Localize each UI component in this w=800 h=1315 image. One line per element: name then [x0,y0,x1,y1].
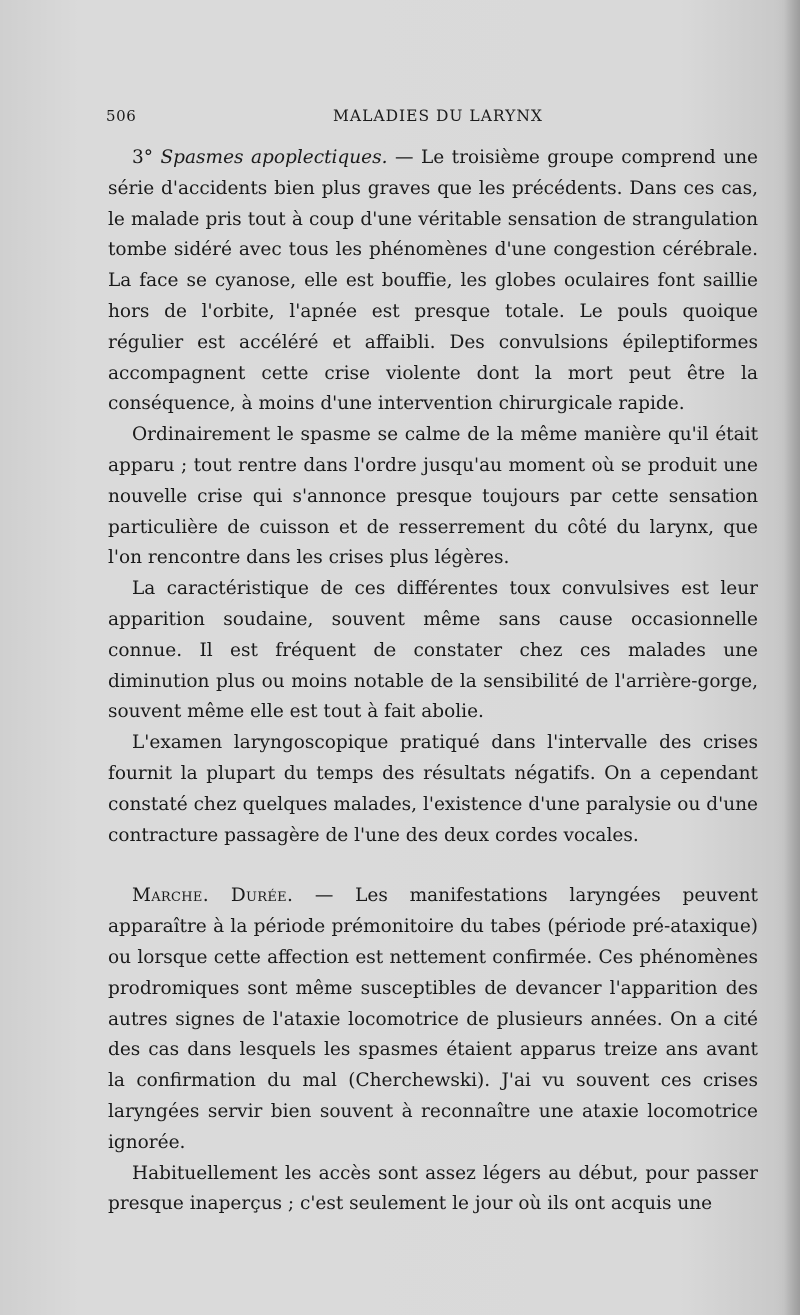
running-title: MALADIES DU LARYNX [333,107,543,125]
paragraph-text: Ordinairement le spasme se calme de la même manière qu'il était apparu ; tout rentre dans l'ordre jusqu'au moment où se produit une nouvelle crise qui s'annonce presque toujours par cette sensation particulière de cuisson et de resserrement du côté du larynx, que l'on rencontre dans les crises plus légères. [108,424,758,569]
paragraph-marche-duree [108,881,758,1158]
section-heading-small-caps: Marche. Durée. [132,885,294,907]
paragraph-text: — Les manifestations laryngées peuvent apparaître à la période prémonitoire du tabes (période pré-ataxique) ou lorsque cette affection est nettement confirmée. Ces phénomènes prodromiques sont même susceptibles de devancer l'apparition des autres signes de l'ataxie locomotrice de plusieurs années. On a cité des cas dans lesquels les spasmes étaient apparus treize ans avant la confirmation du mal (Cherchewski). J'ai vu souvent ces crises laryngées servir bien souvent à reconnaître une ataxie locomotrice ignorée. [108,885,758,1153]
section-heading-italic: Spasmes apoplectiques. [160,147,388,168]
paragraph-habituellement [108,1159,758,1221]
paragraph-caracteristique [108,574,758,728]
running-head [108,107,768,131]
paragraph-text: Habituellement les accès sont assez légers au début, pour passer presque inaperçus ; c'est seulement le jour où ils ont acquis une [108,1162,758,1215]
paragraph-text: La caractéristique de ces différentes toux convulsives est leur apparition soudaine, souvent même sans cause occasionnelle connue. Il est fréquent de constater chez ces malades une diminution plus ou moins notable de la sensibilité de l'arrière-gorge, souvent même elle est tout à fait abolie. [108,578,758,723]
paragraph-spasmes-apoplectiques [108,143,758,420]
paragraph-text: L'examen laryngoscopique pratiqué dans l'intervalle des crises fournit la plupart du temps des résultats négatifs. On a cependant constaté chez quelques malades, l'existence d'une paralysie ou d'une contracture passagère de l'une des deux cordes vocales. [108,732,758,846]
section-number: 3° [132,147,154,168]
page-number: 506 [106,107,137,125]
body-text [108,143,758,1220]
paragraph-examen-laryngoscopique [108,728,758,851]
paragraph-text: — Le troisième groupe comprend une série d'accidents bien plus graves que les précédents. Dans ces cas, le malade pris tout à coup d'une véritable sensation de strangulation tombe sidéré avec tous les phénomènes d'une congestion cérébrale. La face se cyanose, elle est bouffie, les globes oculaires font saillie hors de l'orbite, l'apnée est presque totale. Le pouls quoique régulier est accéléré et affaibli. Des convulsions épileptiformes accompagnent cette crise violente dont la mort peut être la conséquence, à moins d'une intervention chirurgicale rapide. [108,147,758,415]
paragraph-ordinairement [108,420,758,574]
page-edge-shadow [784,0,800,1315]
section-gap [108,851,758,881]
